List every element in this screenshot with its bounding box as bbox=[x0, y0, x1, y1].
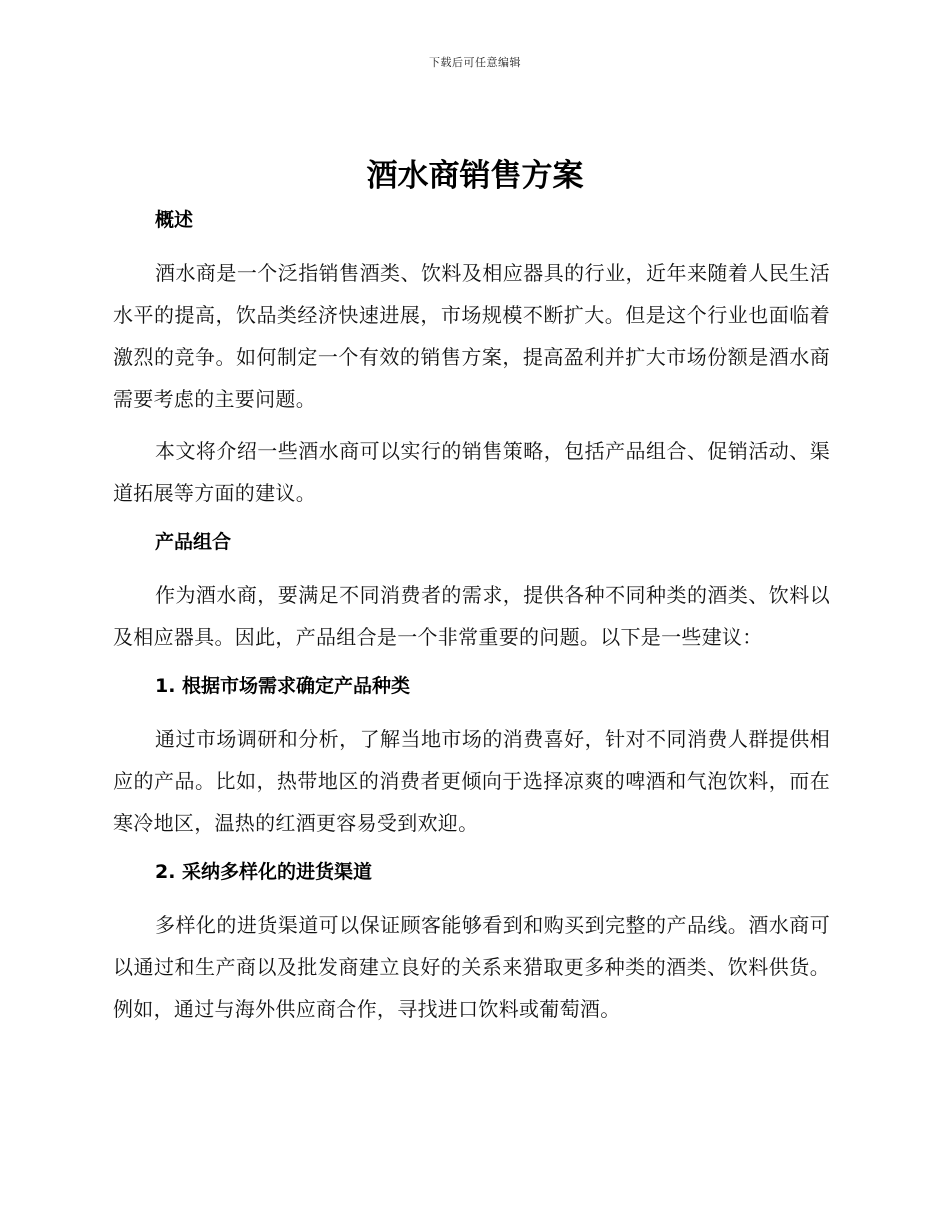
section-heading-product-mix: 产品组合 bbox=[155, 531, 232, 553]
paragraph-overview-1: 酒水商是一个泛指销售酒类、饮料及相应器具的行业，近年来随着人民生活水平的提高，饮品类经济快速进展，市场规模不断扩大。但是这个行业也面临着激烈的竞争。如何制定一个有效的销售方案，提高盈利并扩大市场份额是酒水商需要考虑的主要问题。 bbox=[113, 261, 830, 411]
section-heading-point-2: 2. 采纳多样化的进货渠道 bbox=[155, 861, 373, 883]
paragraph-product-mix-1: 作为酒水商，要满足不同消费者的需求，提供各种不同种类的酒类、饮料以及相应器具。因此，产品组合是一个非常重要的问题。以下是一些建议： bbox=[113, 583, 830, 649]
paragraph-overview-2: 本文将介绍一些酒水商可以实行的销售策略，包括产品组合、促销活动、渠道拓展等方面的建议。 bbox=[113, 439, 830, 505]
paragraph-point-2: 多样化的进货渠道可以保证顾客能够看到和购买到完整的产品线。酒水商可以通过和生产商以及批发商建立良好的关系来猎取更多种类的酒类、饮料供货。例如，通过与海外供应商合作，寻找进口饮料或葡萄酒。 bbox=[113, 913, 830, 1021]
section-heading-overview: 概述 bbox=[155, 209, 194, 231]
document-body bbox=[113, 202, 830, 1030]
document-title: 酒水商销售方案 bbox=[366, 158, 584, 194]
page-header-note: 下载后可任意编辑 bbox=[429, 56, 521, 69]
paragraph-point-1: 通过市场调研和分析，了解当地市场的消费喜好，针对不同消费人群提供相应的产品。比如，热带地区的消费者更倾向于选择凉爽的啤酒和气泡饮料，而在寒冷地区，温热的红酒更容易受到欢迎。 bbox=[113, 727, 830, 835]
section-heading-point-1: 1. 根据市场需求确定产品种类 bbox=[155, 675, 411, 697]
